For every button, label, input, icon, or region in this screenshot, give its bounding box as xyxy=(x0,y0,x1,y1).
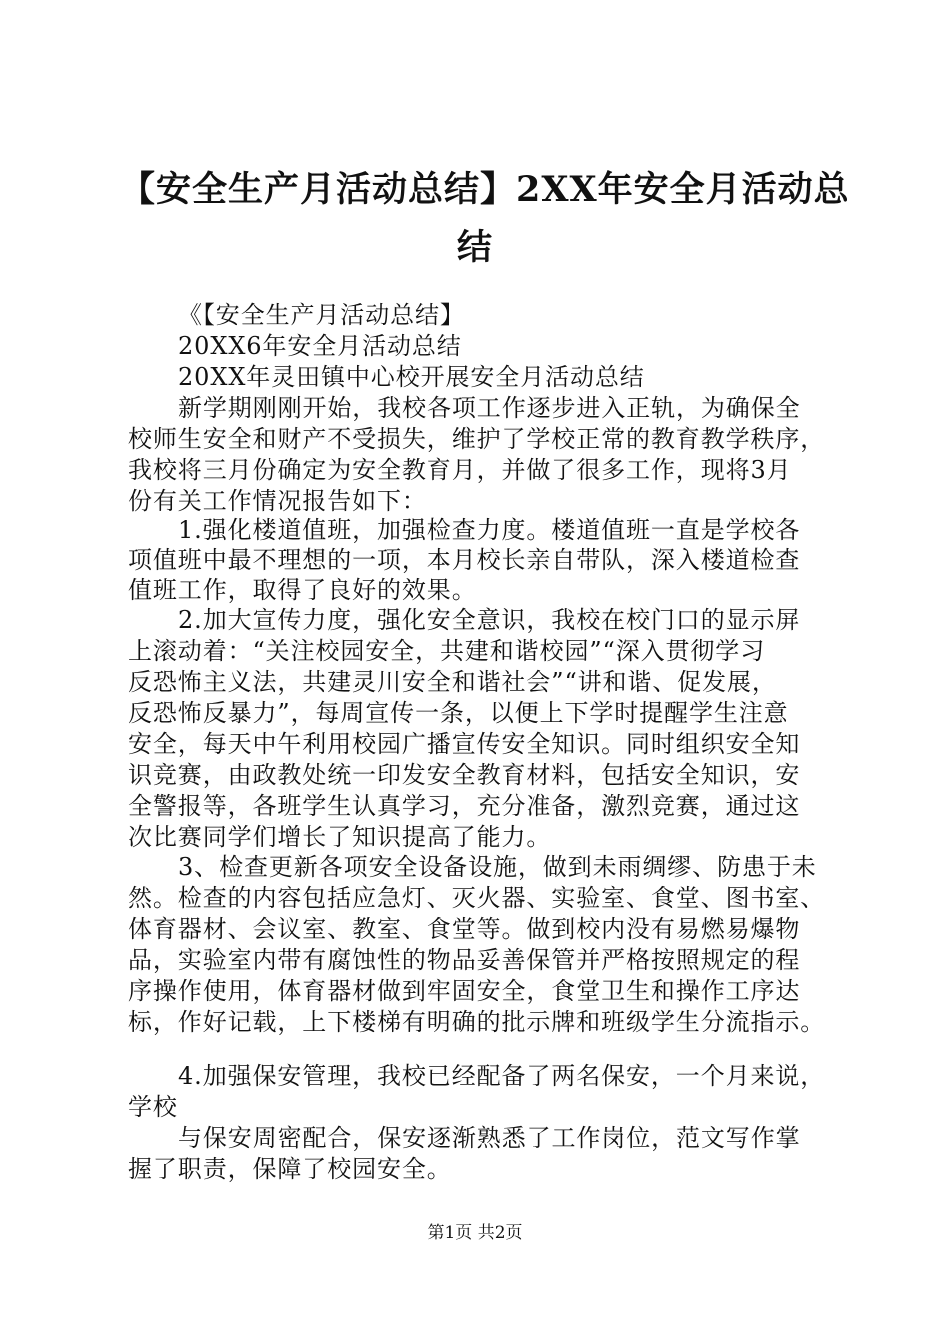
text-line: 值班工作，取得了良好的效果。 xyxy=(128,576,477,604)
text-line: 学校 xyxy=(128,1093,178,1121)
text-line: 项值班中最不理想的一项，本月校长亲自带队，深入楼道检查 xyxy=(128,546,801,574)
text-line: 校师生安全和财产不受损失，维护了学校正常的教育教学秩序， xyxy=(128,425,826,453)
text-line: 与保安周密配合，保安逐渐熟悉了工作岗位，范文写作掌 xyxy=(178,1124,801,1152)
text-line: 20XX年灵田镇中心校开展安全月活动总结 xyxy=(178,363,645,391)
text-line: 4.加强保安管理，我校已经配备了两名保安，一个月来说， xyxy=(178,1062,826,1090)
text-line: 3、检查更新各项安全设备设施，做到未雨绸缪、防患于未 xyxy=(178,853,817,881)
text-line: 标，作好记载，上下楼梯有明确的批示牌和班级学生分流指示。 xyxy=(128,1008,826,1036)
text-line: 新学期刚刚开始，我校各项工作逐步进入正轨，为确保全 xyxy=(178,394,801,422)
text-line: 安全，每天中午利用校园广播宣传安全知识。同时组织安全知 xyxy=(128,730,801,758)
document-title-line-2: 结 xyxy=(456,227,493,268)
text-line: 体育器材、会议室、教室、食堂等。做到校内没有易燃易爆物 xyxy=(128,915,801,943)
text-line: 次比赛同学们增长了知识提高了能力。 xyxy=(128,823,552,851)
text-line: 序操作使用，体育器材做到牢固安全，食堂卫生和操作工序达 xyxy=(128,977,801,1005)
document-title-line-1: 【安全生产月活动总结】2XX年安全月活动总 xyxy=(120,169,850,210)
text-line: 全警报等，各班学生认真学习，充分准备，激烈竞赛，通过这 xyxy=(128,792,801,820)
text-line: 反恐怖主义法，共建灵川安全和谐社会”“讲和谐、促发展， xyxy=(128,668,777,696)
text-line: 上滚动着：“关注校园安全，共建和谐校园”“深入贯彻学习 xyxy=(128,637,766,665)
text-line: 2.加大宣传力度，强化安全意识，我校在校门口的显示屏 xyxy=(178,606,801,634)
text-line: 20XX6年安全月活动总结 xyxy=(178,332,462,360)
text-line: 我校将三月份确定为安全教育月，并做了很多工作，现将3月 xyxy=(128,456,792,484)
text-line: 《【安全生产月活动总结】 xyxy=(178,301,465,329)
text-line: 识竞赛，由政教处统一印发安全教育材料，包括安全知识，安 xyxy=(128,761,801,789)
text-line: 握了职责，保障了校园安全。 xyxy=(128,1155,452,1183)
text-line: 品，实验室内带有腐蚀性的物品妥善保管并严格按照规定的程 xyxy=(128,946,801,974)
text-line: 份有关工作情况报告如下： xyxy=(128,487,427,515)
page-number-footer: 第1页 共2页 xyxy=(427,1223,523,1243)
text-line: 1.强化楼道值班，加强检查力度。楼道值班一直是学校各 xyxy=(178,516,801,544)
text-line: 反恐怖反暴力”，每周宣传一条，以便上下学时提醒学生注意 xyxy=(128,699,789,727)
text-line: 然。检查的内容包括应急灯、灭火器、实验室、食堂、图书室、 xyxy=(128,884,826,912)
